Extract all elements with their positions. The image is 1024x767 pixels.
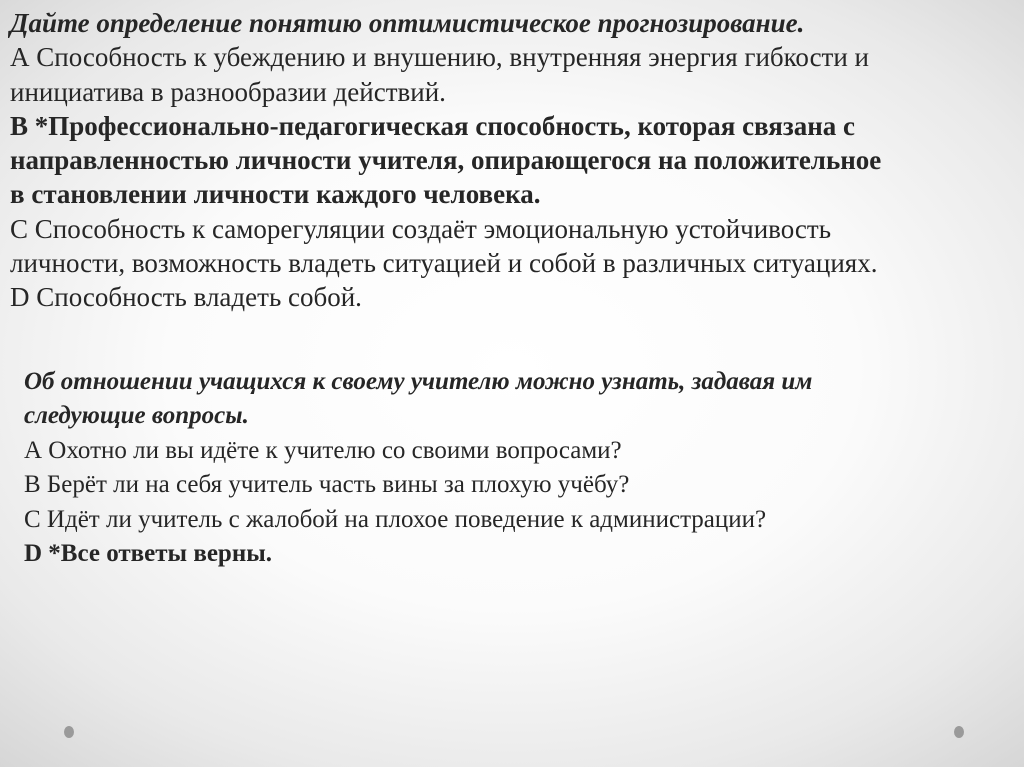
question-1 — [10, 6, 1000, 315]
question-1-option-a — [10, 40, 1000, 109]
question-1-option-d — [10, 280, 1000, 314]
question-2 — [24, 365, 1004, 571]
left-nav-dot-icon — [64, 726, 74, 738]
question-2-option-c: С Идёт ли учитель с жалобой на плохое поведение к администрации? — [24, 505, 767, 533]
option-text-line: D Способность владеть собой. — [10, 282, 362, 313]
right-nav-dot-icon — [954, 726, 964, 738]
question-2-title — [24, 365, 1004, 434]
title-line: следующие вопросы. — [24, 402, 249, 430]
option-text-line: в становлении личности каждого человека. — [10, 179, 541, 210]
question-2-option-d-correct: D *Все ответы верны. — [24, 540, 272, 568]
title-line: Об отношении учащихся к своему учителю можно узнать, задавая им — [24, 368, 813, 395]
option-text-line: направленностью личности учителя, опирающегося на положительное — [10, 145, 882, 176]
option-text-line: С Способность к саморегуляции создаёт эмоциональную устойчивость — [10, 213, 832, 244]
option-text-line: А Способность к убеждению и внушению, внутренняя энергия гибкости и — [10, 42, 870, 73]
option-text-line: личности, возможность владеть ситуацией и собой в различных ситуациях. — [10, 248, 878, 279]
question-2-option-a: А Охотно ли вы идёте к учителю со своими вопросами? — [24, 436, 622, 464]
question-2-option-b: В Берёт ли на себя учитель часть вины за плохую учёбу? — [24, 471, 630, 499]
question-1-title: Дайте определение понятию оптимистическое прогнозирование. — [10, 8, 805, 38]
question-1-option-b-correct — [10, 109, 1000, 212]
question-1-option-c — [10, 212, 1000, 281]
option-text-line: В *Профессионально-педагогическая способность, которая связана с — [10, 110, 856, 141]
option-text-line: инициатива в разнообразии действий. — [10, 76, 446, 107]
